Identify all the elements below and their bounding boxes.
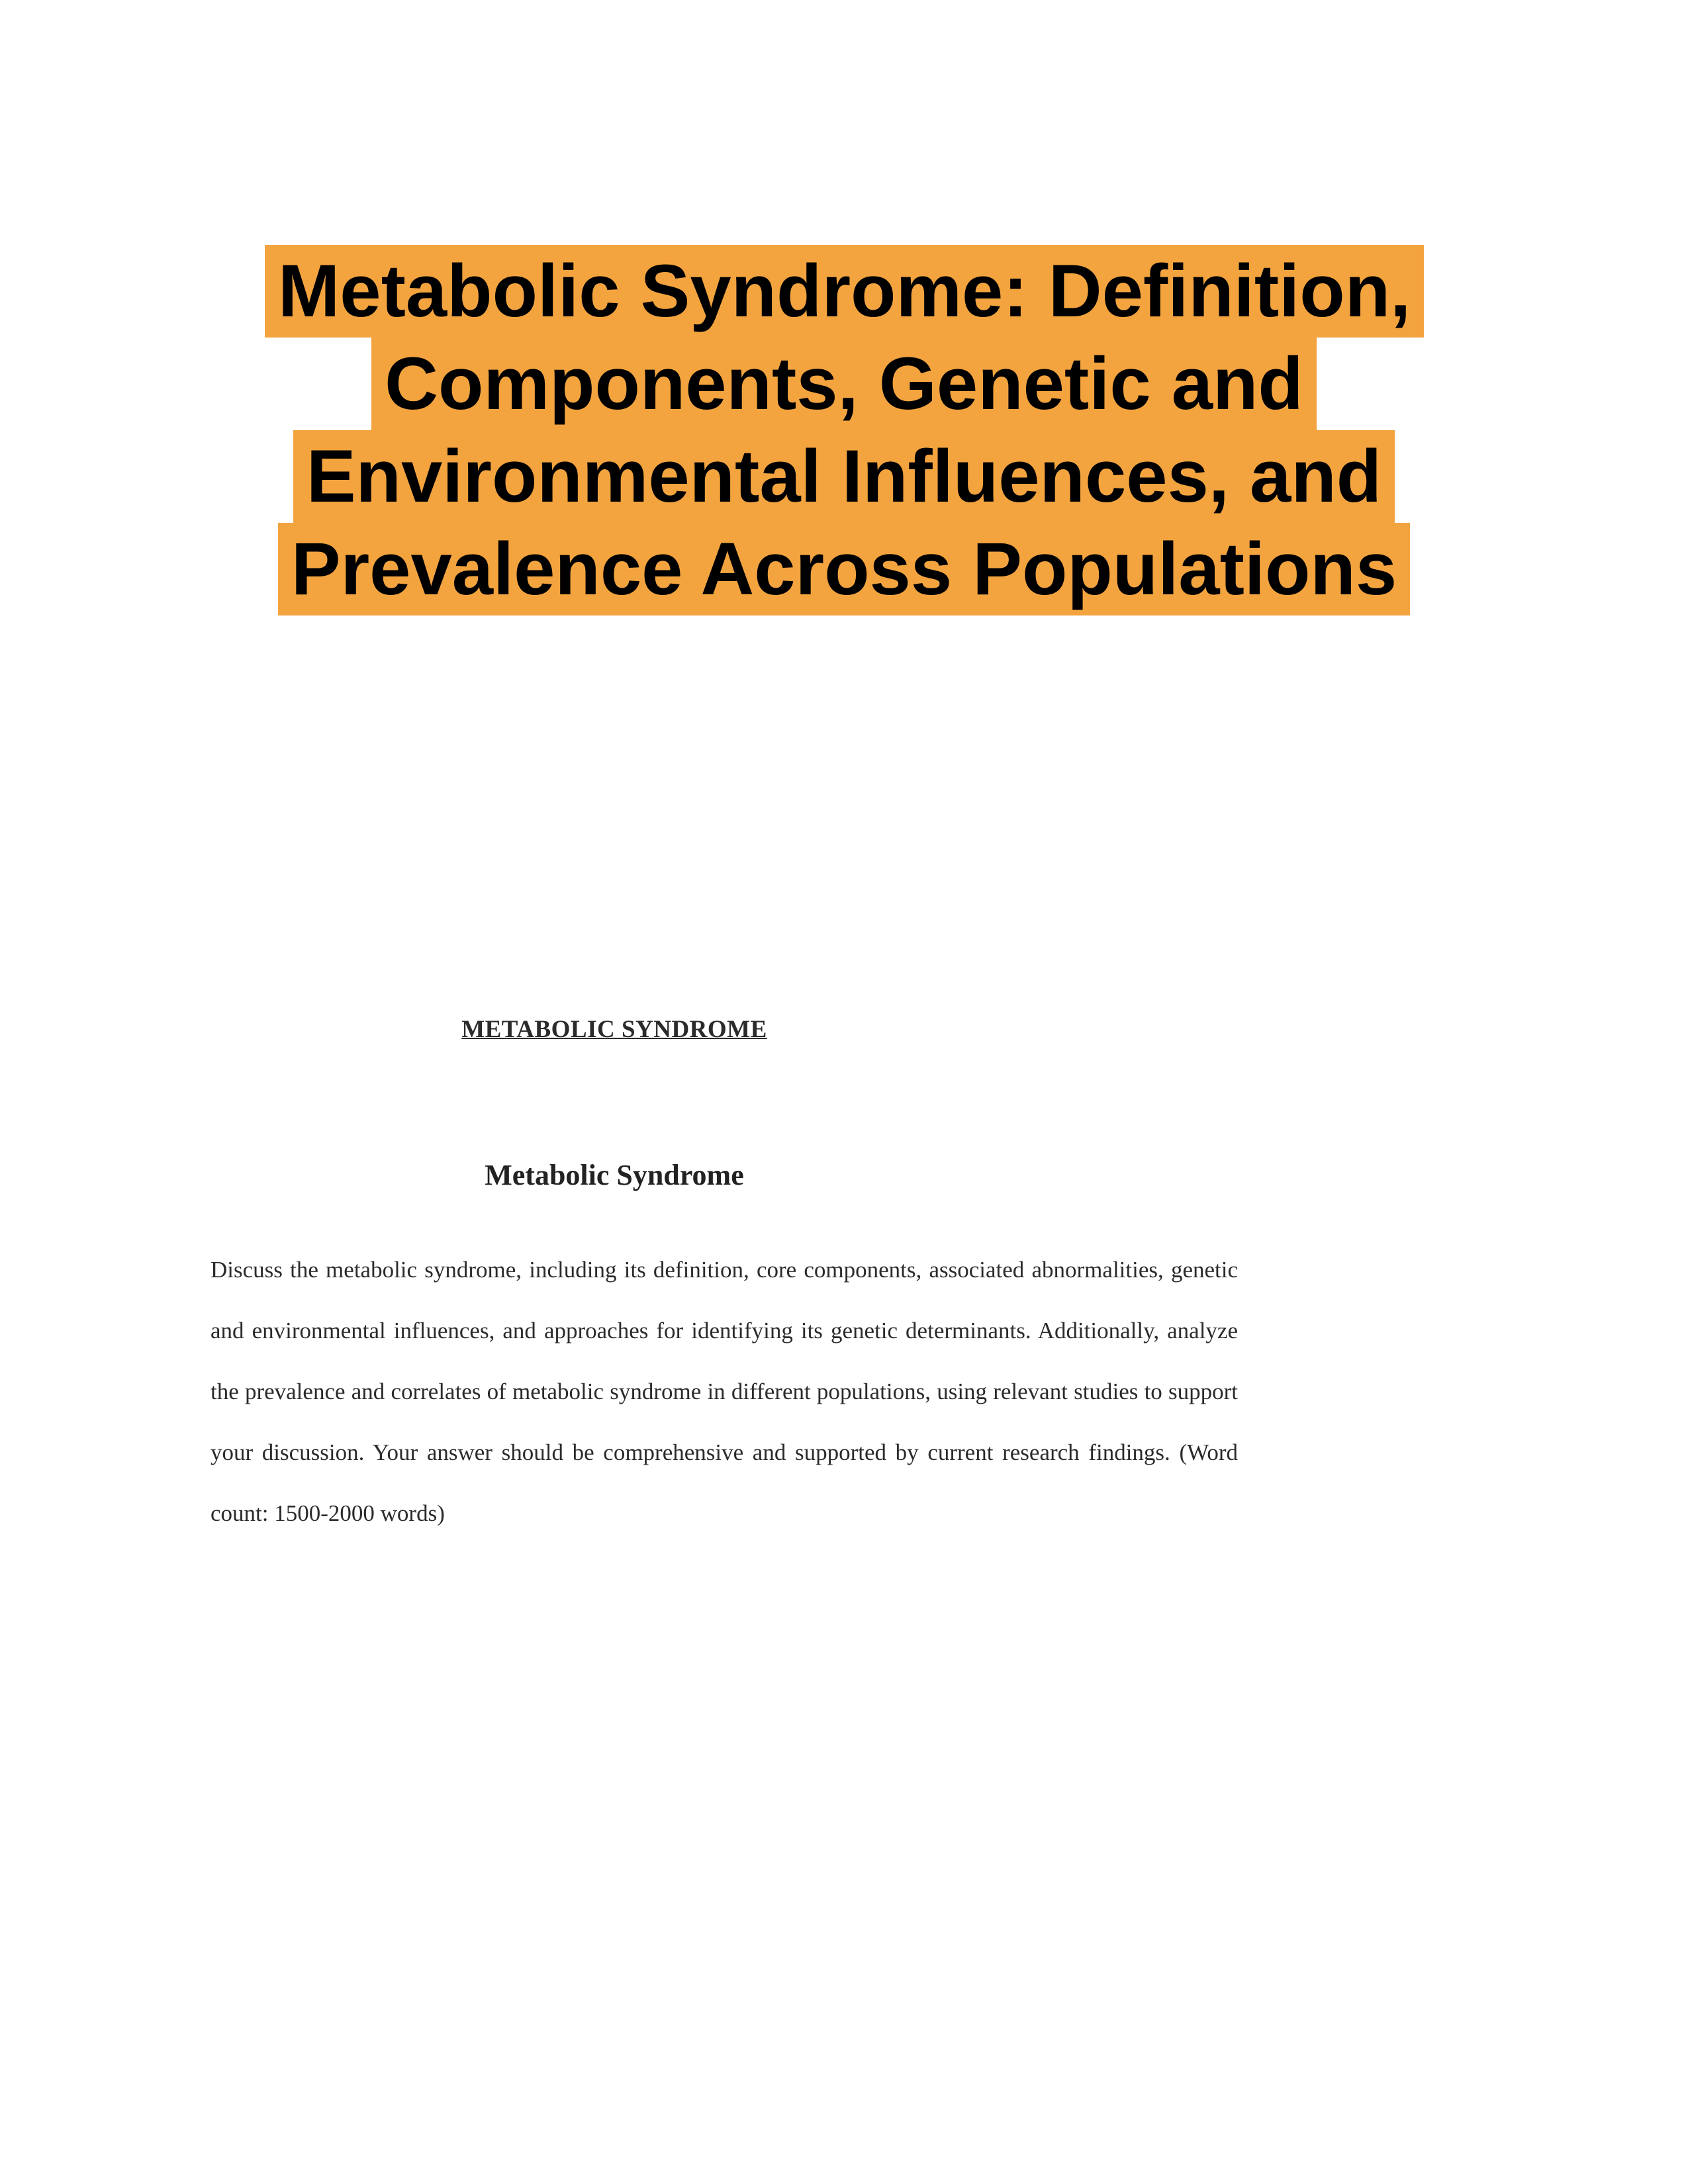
scanned-page-excerpt	[211, 979, 1238, 1542]
title-line-2: Components, Genetic and	[371, 338, 1317, 430]
title-line-4: Prevalence Across Populations	[278, 523, 1410, 615]
title-line-3: Environmental Influences, and	[293, 430, 1395, 523]
title-line-1: Metabolic Syndrome: Definition,	[265, 245, 1424, 338]
assignment-prompt: Discuss the metabolic syndrome, including its definition, core components, associated abnormalities, genetic and environmental influences, and approaches for identifying its genetic determinants. Additionally, analyze the prevalence and correlates of metabolic syndrome in different populations, using relevant studies to support your discussion. Your answer should be comprehensive and supported by current research findings. (Word count: 1500-2000 words)	[211, 1257, 1238, 1526]
running-head: METABOLIC SYNDROME	[461, 1016, 767, 1043]
document-heading: Metabolic Syndrome	[485, 1159, 744, 1191]
highlighted-title	[265, 245, 1423, 615]
